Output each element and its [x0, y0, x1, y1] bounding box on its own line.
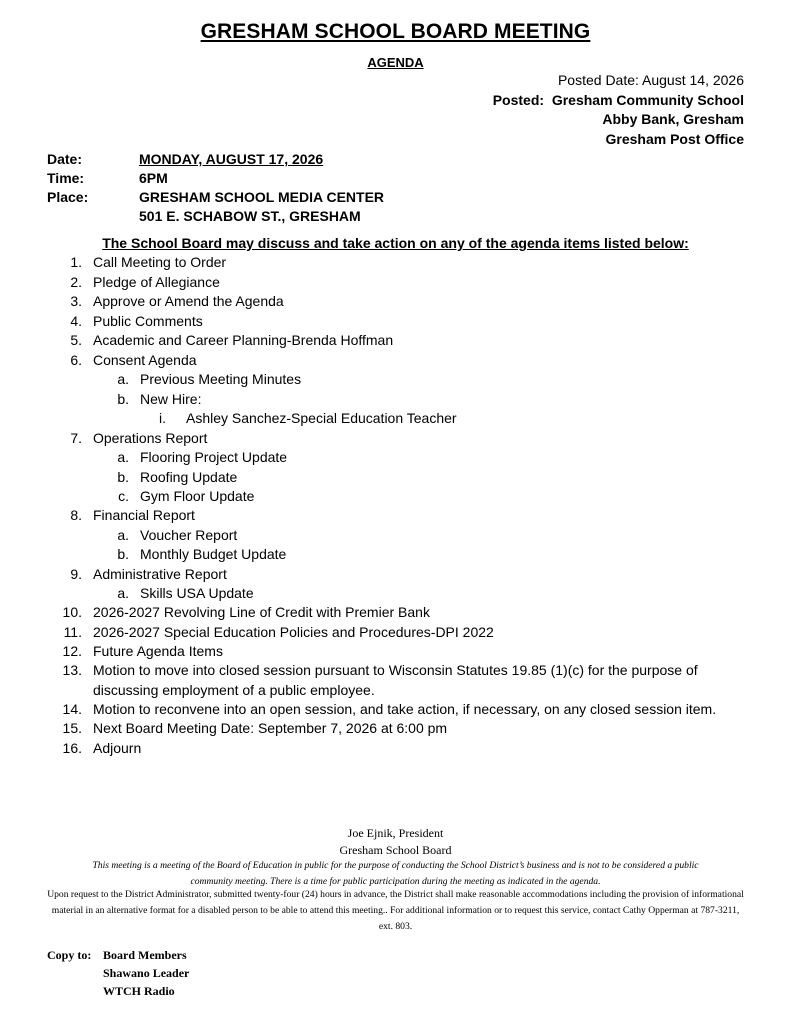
agenda-item-text: discussing employment of a public employee.	[93, 682, 375, 698]
agenda-item-text: Adjourn	[93, 740, 142, 756]
copy-to-recipient: WTCH Radio	[103, 984, 175, 998]
place-label: Place:	[47, 189, 89, 205]
page-title: GRESHAM SCHOOL BOARD MEETING	[200, 20, 591, 43]
agenda-item-number: a.	[117, 371, 129, 387]
agenda-item-number: 9.	[70, 566, 82, 582]
agenda-item-number: 13.	[62, 662, 82, 678]
agenda-item-number: a.	[117, 527, 129, 543]
place-line-1: GRESHAM SCHOOL MEDIA CENTER	[139, 189, 385, 205]
agenda-item-text: Skills USA Update	[140, 585, 254, 601]
agenda-item-text: Call Meeting to Order	[93, 254, 227, 270]
agenda-item-number: 15.	[62, 720, 82, 736]
agenda-item-number: 5.	[70, 332, 82, 348]
agenda-item-text: Financial Report	[93, 507, 195, 523]
page-subtitle: AGENDA	[367, 55, 424, 70]
agenda-item-number: 10.	[62, 604, 82, 620]
agenda-item-number: b.	[117, 546, 129, 562]
agenda-item-text: Operations Report	[93, 430, 208, 446]
agenda-item-text: New Hire:	[140, 391, 202, 407]
public-meeting-disclaimer: This meeting is a meeting of the Board of Education in public for the purpose of conducting the School District’s business and is not to be considered a public community meeting. There is a time for public participation during the meeting as indicated in the agenda.	[92, 860, 699, 887]
agenda-item-number: a.	[117, 585, 129, 601]
posted-label: Posted:	[492, 92, 545, 108]
agenda-item-text: Motion to move into closed session pursuant to Wisconsin Statutes 19.85 (1)(c) for the purpose of	[93, 662, 698, 678]
agenda-item-text: Administrative Report	[93, 566, 227, 582]
agenda-item-text: Next Board Meeting Date: September 7, 2026 at 6:00 pm	[93, 720, 448, 736]
agenda-item-number: 14.	[62, 701, 82, 717]
time-value: 6PM	[139, 170, 168, 186]
agenda-item-text: Gym Floor Update	[140, 488, 255, 504]
copy-to-label: Copy to:	[47, 948, 92, 962]
agenda-item-number: b.	[117, 469, 129, 485]
agenda-item-text: Ashley Sanchez-Special Education Teacher	[186, 410, 457, 426]
time-label: Time:	[47, 170, 85, 186]
agenda-item-number: a.	[117, 449, 129, 465]
agenda-item-number: 16.	[62, 740, 82, 756]
agenda-item-number: i.	[159, 410, 166, 426]
president-organization: Gresham School Board	[339, 843, 452, 857]
agenda-item-number: 11.	[63, 624, 82, 640]
agenda-item-number: 6.	[70, 352, 82, 368]
agenda-item-text: Previous Meeting Minutes	[140, 371, 302, 387]
agenda-item-number: c.	[118, 488, 129, 504]
posted-location-2: Abby Bank, Gresham	[602, 111, 744, 127]
posted-location-3: Gresham Post Office	[605, 131, 744, 147]
agenda-item-text: Public Comments	[93, 313, 203, 329]
agenda-item-text: 2026-2027 Revolving Line of Credit with Premier Bank	[93, 604, 430, 620]
copy-to-recipient: Board Members	[103, 948, 187, 962]
agenda-item-text: Academic and Career Planning-Brenda Hoffman	[93, 332, 394, 348]
date-value: MONDAY, AUGUST 17, 2026	[139, 151, 324, 167]
copy-to-recipient: Shawano Leader	[103, 966, 190, 980]
place-line-2: 501 E. SCHABOW ST., GRESHAM	[139, 208, 361, 224]
agenda-item-text: Future Agenda Items	[93, 643, 223, 659]
agenda-item-text: Roofing Update	[140, 469, 238, 485]
president-name: Joe Ejnik, President	[347, 826, 444, 840]
posted-location-1	[493, 92, 744, 108]
date-label: Date:	[47, 151, 83, 167]
agenda-intro: The School Board may discuss and take action on any of the agenda items listed below:	[102, 235, 689, 251]
agenda-item-number: 7.	[70, 430, 82, 446]
agenda-item-number: 4.	[70, 313, 82, 329]
agenda-item-number: 3.	[70, 293, 82, 309]
agenda-item-text: Approve or Amend the Agenda	[93, 293, 284, 309]
agenda-item-text: Consent Agenda	[93, 352, 197, 368]
posted-date: Posted Date: August 14, 2026	[557, 72, 744, 88]
agenda-item-number: 1.	[70, 254, 82, 270]
agenda-item-text: Voucher Report	[140, 527, 238, 543]
agenda-item-text: Motion to reconvene into an open session, and take action, if necessary, on any closed session item.	[93, 701, 717, 717]
agenda-item-number: 2.	[70, 274, 82, 290]
agenda-item-text: Pledge of Allegiance	[93, 274, 220, 290]
agenda-item-number: b.	[117, 391, 129, 407]
agenda-item-text: Monthly Budget Update	[140, 546, 287, 562]
agenda-item-number: 8.	[70, 507, 82, 523]
posted-location-text: Gresham Community School	[551, 92, 744, 108]
agenda-item-text: Flooring Project Update	[140, 449, 288, 465]
accommodation-notice: Upon request to the District Administrator, submitted twenty-four (24) hours in advance, the District shall make reasonable accommodations including the provision of informational material in an alternative format for a disabled person to be able to attend this meeting.. For additional information or to request this service, contact Cathy Opperman at 787-3211, ext. 803.	[47, 889, 744, 932]
agenda-item-text: 2026-2027 Special Education Policies and Procedures-DPI 2022	[93, 624, 494, 640]
agenda-item-number: 12.	[62, 643, 82, 659]
